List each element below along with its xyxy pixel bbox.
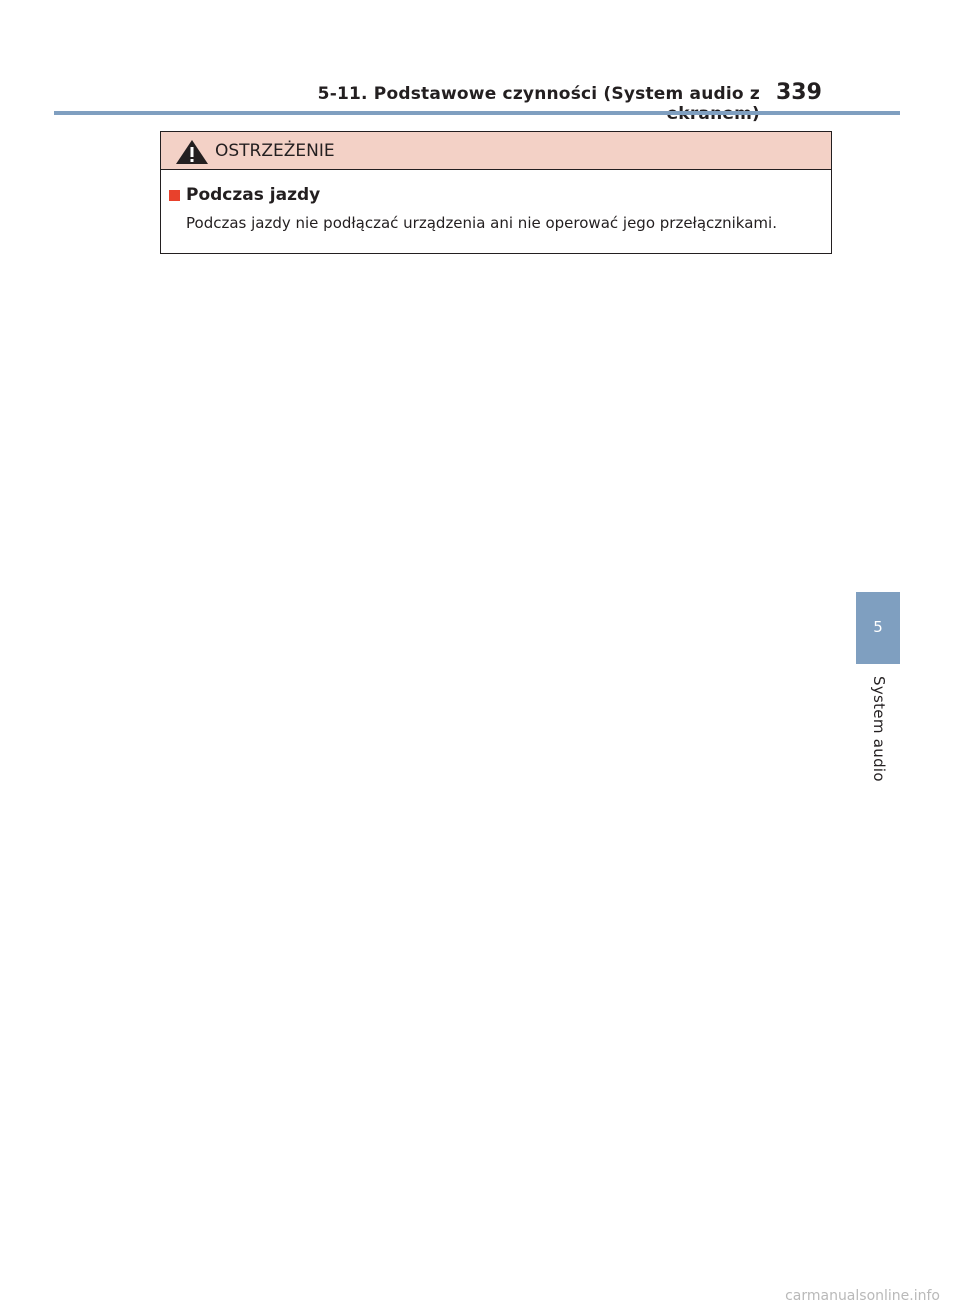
warning-triangle-icon xyxy=(175,139,209,165)
warning-box xyxy=(160,131,832,254)
chapter-tab-label: System audio xyxy=(870,676,888,782)
bullet-square-icon xyxy=(169,190,180,201)
warning-item-body: Podczas jazdy nie podłączać urządzenia ani nie operować jego przełącznikami. xyxy=(186,214,777,232)
watermark: carmanualsonline.info xyxy=(785,1288,940,1304)
chapter-tab xyxy=(856,592,900,664)
header-rule xyxy=(54,111,900,115)
chapter-tab-number: 5 xyxy=(873,618,883,636)
warning-item-heading: Podczas jazdy xyxy=(186,185,321,205)
page-header-title: 5-11. Podstawowe czynności (System audio z xyxy=(317,84,760,104)
warning-header xyxy=(161,132,831,170)
page-number: 339 xyxy=(776,80,822,105)
warning-title: OSTRZEŻENIE xyxy=(215,141,335,161)
